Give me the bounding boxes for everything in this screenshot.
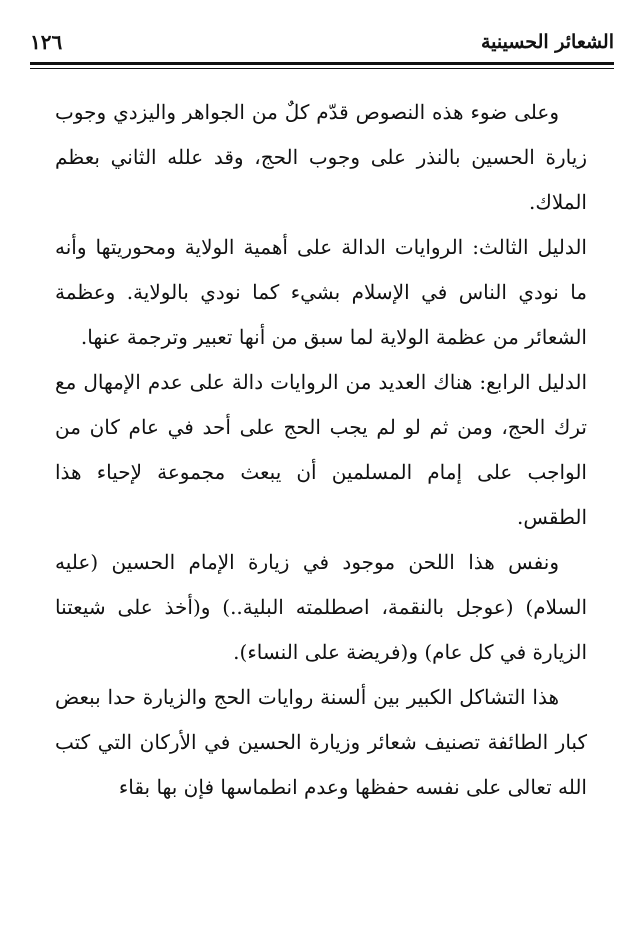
paragraph-third-evidence: الدليل الثالث: الروايات الدالة على أهمية الولاية ومحوريتها وأنه ما نودي الناس في الإسلام بشيء كما نودي بالولاية. وعظمة الشعائر من عظمة الولاية لما سبق من أنها تعبير وترجمة عنها.	[55, 235, 587, 349]
paragraph-ziyara-wording: ونفس هذا اللحن موجود في زيارة الإمام الحسين (عليه السلام) (عوجل بالنقمة، اصطلمته البلية..) و(أخذ على شيعتنا الزيارة في كل عام) و(فريضة على النساء).	[55, 550, 587, 664]
paragraph-intro: وعلى ضوء هذه النصوص قدّم كلٌ من الجواهر واليزدي وجوب زيارة الحسين بالنذر على وجوب الحج، وقد علله الثاني بعظم الملاك.	[55, 100, 587, 214]
paragraph-conclusion: هذا التشاكل الكبير بين ألسنة روايات الحج والزيارة حدا ببعض كبار الطائفة تصنيف شعائر وزيارة الحسين في الأركان التي كتب الله تعالى على نفسه حفظها وعدم انطماسها فإن بها بقاء	[55, 685, 587, 799]
page-number: ١٢٦	[30, 30, 63, 54]
header-rule-thin	[30, 68, 614, 69]
paragraph-fourth-evidence: الدليل الرابع: هناك العديد من الروايات دالة على عدم الإمهال مع ترك الحج، ومن ثم لو لم يجب الحج على أحد في عام كان من الواجب على إمام المسلمين أن يبعث مجموعة لإحياء هذا الطقس.	[55, 370, 587, 529]
header-rule-thick	[30, 62, 614, 65]
body-text	[55, 90, 587, 810]
running-title: الشعائر الحسينية	[480, 31, 614, 53]
page-header	[30, 28, 614, 58]
